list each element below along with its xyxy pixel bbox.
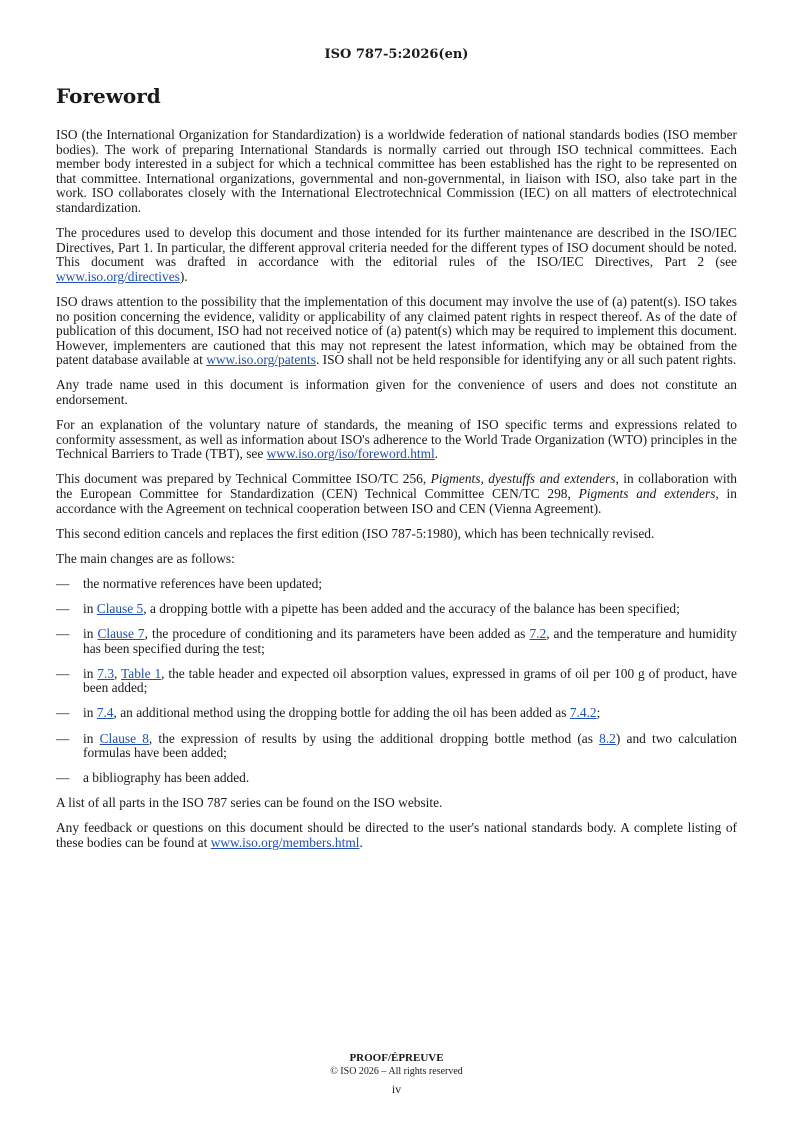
clause-5-link[interactable]: Clause 5 bbox=[96, 600, 144, 616]
paragraph-trade-name: Any trade name used in this document is information given for the convenience of users and does not constitute an endorsement. bbox=[56, 377, 737, 407]
paragraph-edition: This second edition cancels and replaces the first edition (ISO 787-5:1980), which has been technically revised. bbox=[56, 525, 655, 541]
foreword-body bbox=[56, 128, 737, 861]
paragraph-feedback: Any feedback or questions on this document should be directed to the user's national standards body. A complete listing of these bodies can be found at www.iso.org/members.html. bbox=[56, 820, 737, 850]
paragraph-procedures: The procedures used to develop this document and those intended for its further maintenance are described in the ISO/IEC Directives, Part 1. In particular, the different approval criteria needed for the different types of ISO document should be noted. This document was drafted in accordance with the editorial rules of the ISO/IEC Directives, Part 2 (see www.iso.org/directives). bbox=[56, 225, 737, 284]
paragraph-committee: This document was prepared by Technical Committee ISO/TC 256, Pigments, dyestuffs and extenders, in collaboration with the European Committee for Standardization (CEN) Technical Committee CEN/TC 298, Pigments and extenders, in accordance with the Agreement on technical cooperation between ISO and CEN (Vienna Agreement). bbox=[56, 471, 737, 516]
paragraph-series: A list of all parts in the ISO 787 series can be found on the ISO website. bbox=[56, 795, 443, 811]
list-item: — a bibliography has been added. bbox=[56, 770, 250, 786]
subclause-7-3-link[interactable]: 7.3 bbox=[97, 665, 115, 681]
paragraph-changes-intro: The main changes are as follows: bbox=[56, 550, 235, 566]
document-identifier: ISO 787-5:2026(en) bbox=[324, 47, 469, 62]
page-footer bbox=[0, 1052, 793, 1100]
patents-link[interactable]: www.iso.org/patents bbox=[206, 352, 316, 368]
foreword-link[interactable]: www.iso.org/iso/foreword.html bbox=[266, 446, 435, 462]
list-item: — in Clause 5, a dropping bottle with a pipette has been added and the accuracy of the balance has been specified; bbox=[56, 600, 680, 616]
list-item: — in 7.3, Table 1, the table header and expected oil absorption values, expressed in grams of oil per 100 g of product, have been added; bbox=[56, 665, 738, 696]
proof-label: PROOF/ÉPREUVE bbox=[349, 1052, 444, 1064]
paragraph-patents: ISO draws attention to the possibility that the implementation of this document may involve the use of (a) patent(s). ISO takes no position concerning the evidence, validity or applicability of any claimed patent rights in respect thereof. As of the date of publication of this document, ISO had not received notice of (a) patent(s) which may be required to implement this document. However, implementers are cautioned that this may not represent the latest information, which may be obtained from the patent database available at www.iso.org/patents. ISO shall not be held responsible for identifying any or all such patent rights. bbox=[56, 293, 737, 368]
clause-8-link[interactable]: Clause 8 bbox=[99, 730, 149, 746]
changes-list bbox=[56, 577, 737, 786]
subclause-7-4-2-link[interactable]: 7.4.2 bbox=[569, 705, 597, 721]
clause-7-link[interactable]: Clause 7 bbox=[97, 626, 145, 642]
members-link[interactable]: www.iso.org/members.html bbox=[210, 834, 360, 850]
table-1-link[interactable]: Table 1 bbox=[121, 665, 162, 681]
directives-link[interactable]: www.iso.org/directives bbox=[56, 268, 180, 284]
list-item: — in Clause 8, the expression of results by using the additional dropping bottle method (as 8.2) and two calculation formulas have been added; bbox=[56, 730, 737, 761]
page-title: Foreword bbox=[56, 84, 161, 108]
subclause-7-2-link[interactable]: 7.2 bbox=[529, 626, 547, 642]
list-item: — in Clause 7, the procedure of conditioning and its parameters have been added as 7.2, and the temperature and humidity has been specified during the test; bbox=[56, 626, 737, 656]
paragraph-voluntary-nature: For an explanation of the voluntary nature of standards, the meaning of ISO specific terms and expressions related to conformity assessment, as well as information about ISO's adherence to the World Trade Organization (WTO) principles in the Technical Barriers to Trade (TBT), see www.iso.org/iso/foreword.html. bbox=[56, 417, 737, 462]
list-item: — in 7.4, an additional method using the dropping bottle for adding the oil has been added as 7.4.2; bbox=[56, 705, 601, 721]
subclause-7-4-link[interactable]: 7.4 bbox=[96, 705, 114, 721]
list-item: — the normative references have been updated; bbox=[56, 575, 323, 591]
subclause-8-2-link[interactable]: 8.2 bbox=[599, 730, 616, 746]
page-number: iv bbox=[391, 1082, 402, 1096]
paragraph-iso-intro: ISO (the International Organization for Standardization) is a worldwide federation of national standards bodies (ISO member bodies). The work of preparing International Standards is normally carried out through ISO technical committees. Each member body interested in a subject for which a technical committee has been established has the right to be represented on that committee. International organizations, governmental and non-governmental, in liaison with ISO, also take part in the work. ISO collaborates closely with the International Electrotechnical Commission (IEC) on all matters of electrotechnical standardization. bbox=[56, 127, 737, 215]
copyright-notice: © ISO 2026 – All rights reserved bbox=[330, 1066, 463, 1077]
